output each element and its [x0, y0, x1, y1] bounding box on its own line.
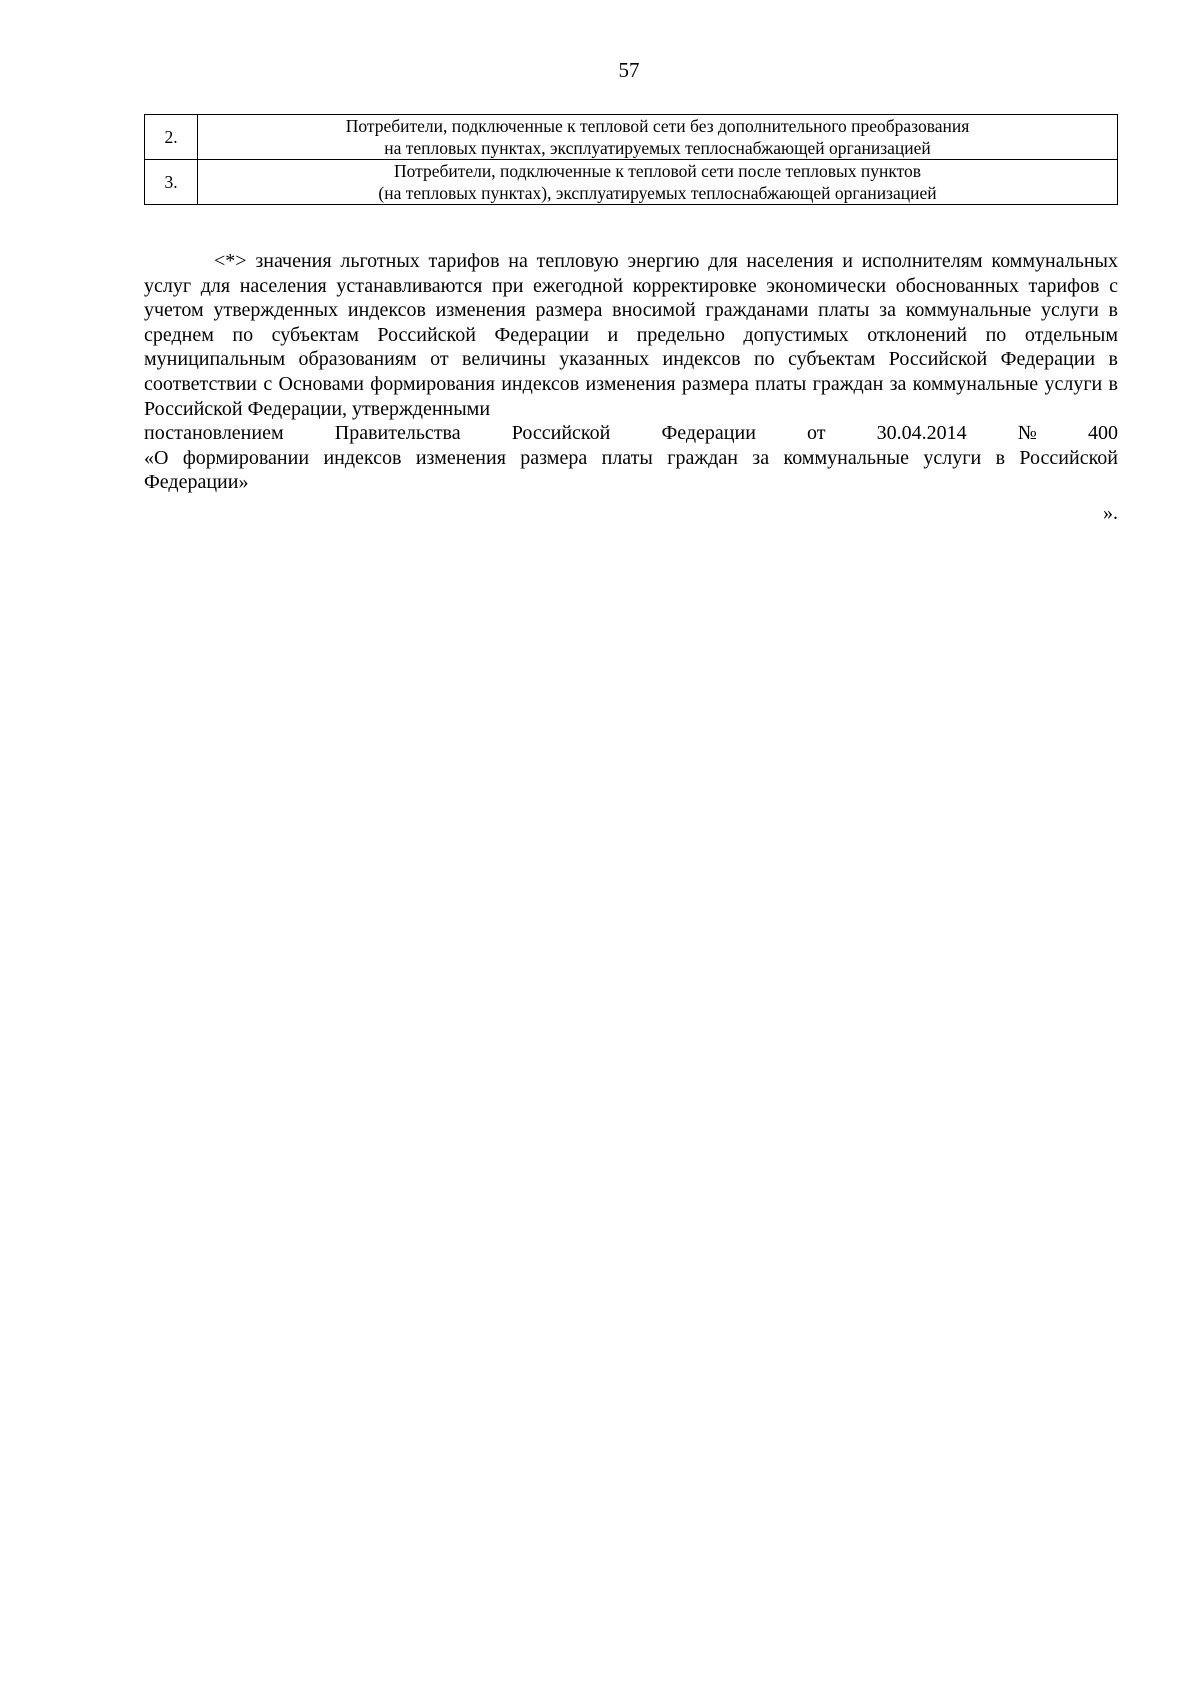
- resolution-word: Правительства: [334, 422, 461, 445]
- resolution-line: [144, 421, 1118, 446]
- row-number: 3.: [145, 160, 198, 205]
- row-description: [198, 160, 1118, 205]
- resolution-number: 400: [1087, 422, 1118, 445]
- table-row: [145, 115, 1118, 160]
- row-description-line: (на тепловых пунктах), эксплуатируемых теплоснабжающей организацией: [378, 183, 937, 203]
- resolution-word: постановлением: [144, 422, 284, 445]
- resolution-word: Российской: [511, 422, 611, 445]
- table-row: [145, 160, 1118, 205]
- resolution-date: 30.04.2014: [876, 422, 967, 445]
- footnote-paragraph: <*> значения льготных тарифов на тепловую энергию для населения и исполнителям коммунальных услуг для населения устанавливаются при ежегодной корректировке экономически обоснованных тарифов с учетом утвержденных индексов изменения размера вносимой гражданами платы за коммунальные услуги в среднем по субъектам Российской Федерации и предельно допустимых отклонений по отдельным муниципальным образованиям от величины указанных индексов по субъектам Российской Федерации в соответствии с Основами формирования индексов изменения размера платы граждан за коммунальные услуги в Российской Федерации, утвержденными: [144, 250, 1118, 420]
- resolution-word: Федерации: [661, 422, 756, 445]
- row-description-line: Потребители, подключенные к тепловой сети без дополнительного преобразования: [345, 116, 970, 136]
- tariff-table: [144, 114, 1118, 205]
- resolution-word: от: [807, 422, 826, 445]
- closing-quote: ».: [1103, 501, 1118, 524]
- resolution-title: «О формировании индексов изменения размера платы граждан за коммунальные услуги в Российской Федерации»: [144, 446, 1118, 494]
- number-sign: №: [1017, 422, 1037, 445]
- page-number: 57: [618, 58, 640, 82]
- row-description: [198, 115, 1118, 160]
- row-description-line: Потребители, подключенные к тепловой сети после тепловых пунктов: [393, 161, 922, 181]
- row-number: 2.: [145, 115, 198, 160]
- row-description-line: на тепловых пунктах, эксплуатируемых теплоснабжающей организацией: [384, 138, 931, 158]
- footnote: [144, 249, 1118, 526]
